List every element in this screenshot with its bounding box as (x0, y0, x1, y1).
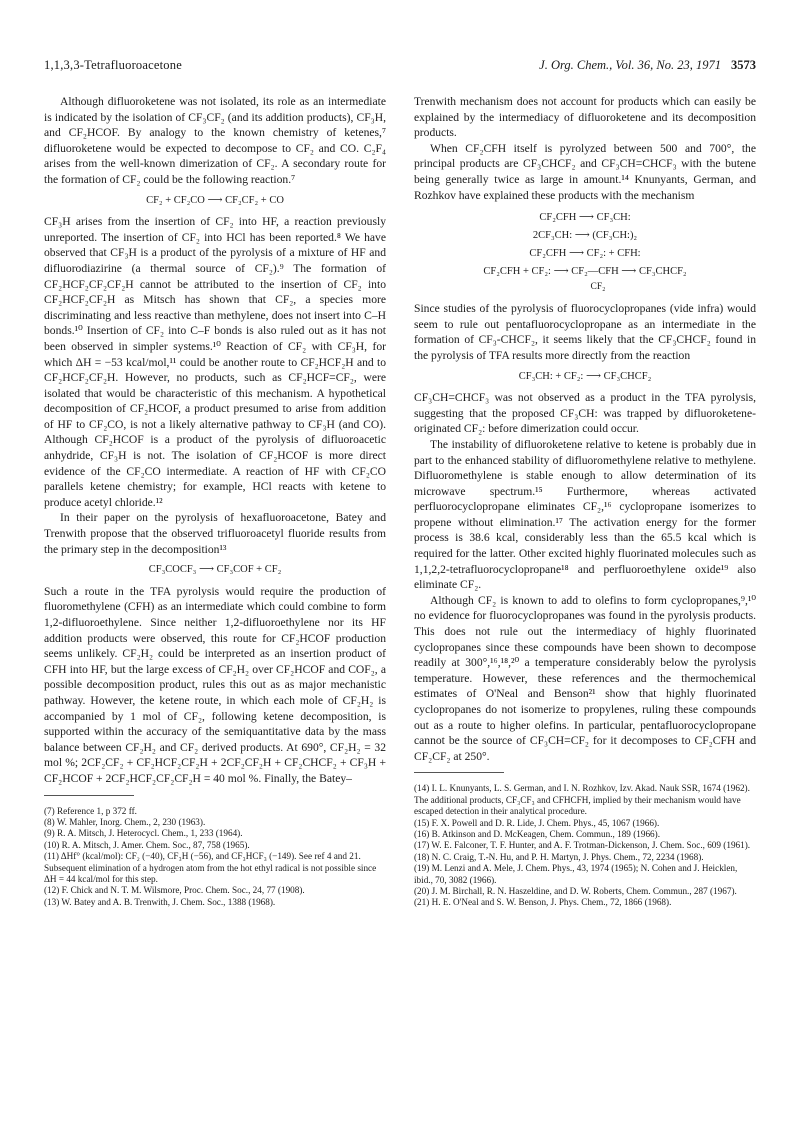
footnote: (14) I. L. Knunyants, L. S. German, and I. N. Rozhkov, Izv. Akad. Nauk SSR, 1674 (1962). The additional products, CF₃CF₃ and CFHCFH, implied by their mechanism would have escaped detection in their analytical procedure. (414, 783, 750, 817)
footnote: (7) Reference 1, p 372 ff. (44, 805, 137, 816)
equation: 2CF₃CH: ⟶ (CF₃CH:)₂ (532, 230, 638, 242)
footnote: (17) W. E. Falconer, T. F. Hunter, and A. F. Trotman-Dickenson, J. Chem. Soc., 609 (1961). (414, 840, 751, 851)
equation-ring-label: CF₂ (590, 282, 606, 293)
footnote: (19) M. Lenzi and A. Mele, J. Chem. Phys., 43, 1974 (1965); N. Cohen and J. Heicklen, ibid., 70, 3082 (1966). (414, 863, 738, 885)
footnote: (13) W. Batey and A. B. Trenwith, J. Chem. Soc., 1388 (1968). (44, 896, 276, 907)
paragraph: Trenwith mechanism does not account for products which can easily be explained by the intermediacy of difluoroketene and its decomposition products. (414, 95, 756, 140)
footnote-divider (44, 795, 134, 796)
footnote: (10) R. A. Mitsch, J. Amer. Chem. Soc., 87, 758 (1965). (44, 839, 250, 850)
paragraph: CF₃CH=CHCF₃ was not observed as a product in the TFA pyrolysis, suggesting that the proposed CF₃CH: was trapped by difluoroketene-originated CF₂: before dimerization could occur. (414, 391, 756, 436)
footnote: (9) R. A. Mitsch, J. Heterocycl. Chem., 1, 233 (1964). (44, 828, 243, 839)
journal-citation (539, 58, 756, 73)
journal-name: J. Org. Chem., Vol. 36, No. 23, 1971 (539, 58, 721, 72)
page-number: 3573 (731, 58, 756, 72)
paragraph: Although CF₂ is known to add to olefins to form cyclopropanes,⁹,¹⁰ no evidence for fluorocyclopropanes was found in the pyrolysis products. This does not rule out the intermediacy of highly fluorinated cyclopropanes since these compounds have been shown to decompose readily at 300°,¹⁶,¹⁸,²⁰ a temperature considerably below the pyrolysis temperature. However, these references and the thermochemical estimates of O'Neal and Benson²¹ show that highly fluorinated cyclopropanes do not isomerize to propylenes, ruling these compounds out as a route to higher olefins. In particular, pentafluorocyclopropane cannot be the source of CF₃CH=CF₂ for it decomposes to CF₂CFH and CF₂CF₂ at 250°. (414, 593, 756, 763)
equation: CF₂CFH ⟶ CF₂: + CFH: (529, 248, 641, 260)
footnote: (15) F. X. Powell and D. R. Lide, J. Chem. Phys., 45, 1067 (1966). (414, 817, 660, 828)
footnote: (18) N. C. Craig, T.-N. Hu, and P. H. Martyn, J. Phys. Chem., 72, 2234 (1968). (414, 851, 704, 862)
footnote-divider (414, 772, 504, 773)
running-title: 1,1,3,3-Tetrafluoroacetone (44, 58, 182, 72)
footnote: (12) F. Chick and N. T. M. Wilsmore, Proc. Chem. Soc., 24, 77 (1908). (44, 885, 305, 896)
equation: CF₃COCF₃ ⟶ CF₃COF + CF₂ (148, 564, 282, 576)
page-header (44, 58, 756, 82)
right-column (414, 94, 756, 909)
footnote: (21) H. E. O'Neal and S. W. Benson, J. Phys. Chem., 72, 1866 (1968). (414, 897, 672, 908)
equation: CF₂ + CF₂CO ⟶ CF₂CF₂ + CO (146, 194, 284, 206)
equation: CF₃CH: + CF₂: ⟶ CF₃CHCF₂ (518, 370, 652, 382)
left-column (44, 94, 386, 908)
paragraph: Since studies of the pyrolysis of fluorocyclopropanes (vide infra) would seem to rule out pentafluorocyclopropane as an intermediate in the formation of CF₃-CHCF₂, it seems likely that the CF₃CHCF₂ found in the pyrolysis of TFA results more directly from the reaction (414, 302, 756, 362)
paragraph: When CF₂CFH itself is pyrolyzed between 500 and 700°, the principal products are CF₃CHCF₂ and CF₃CH=CHCF₃ with the butene being generally twice as large in amount.¹⁴ Knunyants, German, and Rozhkov have explained these products with the mechanism (414, 141, 756, 202)
footnotes (414, 783, 756, 908)
footnote: (16) B. Atkinson and D. McKeagen, Chem. Commun., 189 (1966). (414, 829, 660, 839)
equation: CF₂CFH ⟶ CF₃CH: (539, 212, 631, 224)
mechanism-scheme (414, 209, 756, 293)
footnote: (8) W. Mahler, Inorg. Chem., 2, 230 (1963). (44, 816, 206, 827)
paragraph: The instability of difluoroketene relative to ketene is probably due in part to the enhanced stability of difluoromethylene relative to methylene. Difluoromethylene is stable enough to allow determination of its microwave spectrum.¹⁵ Furthermore, whereas activated perfluorocyclopropane eliminates CF₂,¹⁶ cyclopropane isomerizes to propene without elimination.¹⁷ The activation energy for the former process is 38.6 kcal, considerably less than the 65.5 kcal which is required for the latter. Other excited highly fluorinated molecules such as 1,1,2,2-tetrafluorocyclopropane¹⁸ and perfluoroethylene oxide¹⁹ also eliminate CF₂. (414, 437, 756, 592)
footnote: (20) J. M. Birchall, R. N. Haszeldine, and D. W. Roberts, Chem. Commun., 287 (1967). (414, 886, 737, 897)
footnote: (11) ΔHf° (kcal/mol): CF₂ (−40), CF₃H (−56), and CF₃HCF₃ (−149). See ref 4 and 21. Subsequent elimination of a hydrogen atom from the hot ethyl radical is not possible since ΔH = 44 kcal/mol for this step. (44, 851, 377, 884)
paragraph: Such a route in the TFA pyrolysis would require the production of fluoromethylene (CFH) as an intermediate which could combine to form 1,2-difluoroethylene. Since neither 1,2-difluoroethylene nor its HF addition products were observed, this route for CF₂HCOF production seems unlikely. CF₂H₂ could be interpreted as an insertion product of CFH into HF, but the large excess of CF₂H₂ over CF₂HCOF and COF₂, a possible decomposition product, rules this out as as major mechanistic pathway. However, the ketene route, in which each mole of CF₂H₂ is accompanied by 1 mol of CF₂, following ketene decomposition, is supported within the accuracy of the semiquantitative data by the mass balance between CF₂H₂ and CF₂ derived products. At 690°, CF₂H₂ = 32 mol %; 2CF₂CF₂ + CF₂HCF₂CF₂H + 2CF₂CF₂H + CF₂CHCF₂ + CF₃H + CF₂HCOF + 2CF₂HCF₂CF₂CF₂H = 40 mol %. Finally, the Batey– (44, 584, 386, 785)
paragraph: CF₃H arises from the insertion of CF₂ into HF, a reaction previously unreported. The insertion of CF₂ into HCl has been reported.⁸ We have observed that CF₃H is a product of the pyrolysis of a mixture of HF and difluorodiazirine (a thermal source of CF₂).⁹ The formation of CF₂HCF₂CF₂CF₂H cannot be attributed to the insertion of CF₂ into CF₂HCF₂CF₂H as Mitsch has shown that CF₂, a species more discriminating and less reactive than methylene, does not insert into C–H bonds.¹⁰ Insertion of CF₂ into C–F bonds is also ruled out as it has not been observed in simpler systems.¹⁰ Reaction of CF₂ with CF₃H, for which ΔH = −53 kcal/mol,¹¹ could be another route to CF₂HCF₂H and to CF₂HCF₂CF₂H. However, no products, such as CF₂HCF=CF₂, were isolated that would be characteristic of this mechanism. A hypothetical decomposition of CF₂HCOF, a product presumed to arise from addition of HF to CF₂CO, is not a likely alternative pathway to CF₃H (and CO). Although CF₂HCOF is a product of the pyrolysis of difluoroacetic anhydride, CF₃H is not. The isolation of CF₂HCOF is more direct evidence of the CF₂CO intermediate. A reaction of HF with CF₂CO parallels ketene chemistry; for example, HCl reacts with ketene to produce acetyl chloride.¹² (44, 215, 386, 509)
paragraph: Although difluoroketene was not isolated, its role as an intermediate is indicated by the isolation of CF₃CF₂ (and its addition products), CF₃H, and CF₂HCOF. By analogy to the known chemistry of ketenes,⁷ difluoroketene would be expected to decompose to CF₂ and CO. C₂F₄ arises from the well-known dimerization of CF₂. A secondary route for the formation of CF₂ could be the following reaction.⁷ (44, 95, 386, 186)
footnotes (44, 806, 386, 909)
equation: CF₂CFH + CF₂: ⟶ CF₂—CFH ⟶ CF₃CHCF₂ (483, 266, 687, 278)
paragraph: In their paper on the pyrolysis of hexafluoroacetone, Batey and Trenwith propose that the observed trifluoroacetyl fluoride results from the primary step in the decomposition¹³ (44, 511, 386, 556)
